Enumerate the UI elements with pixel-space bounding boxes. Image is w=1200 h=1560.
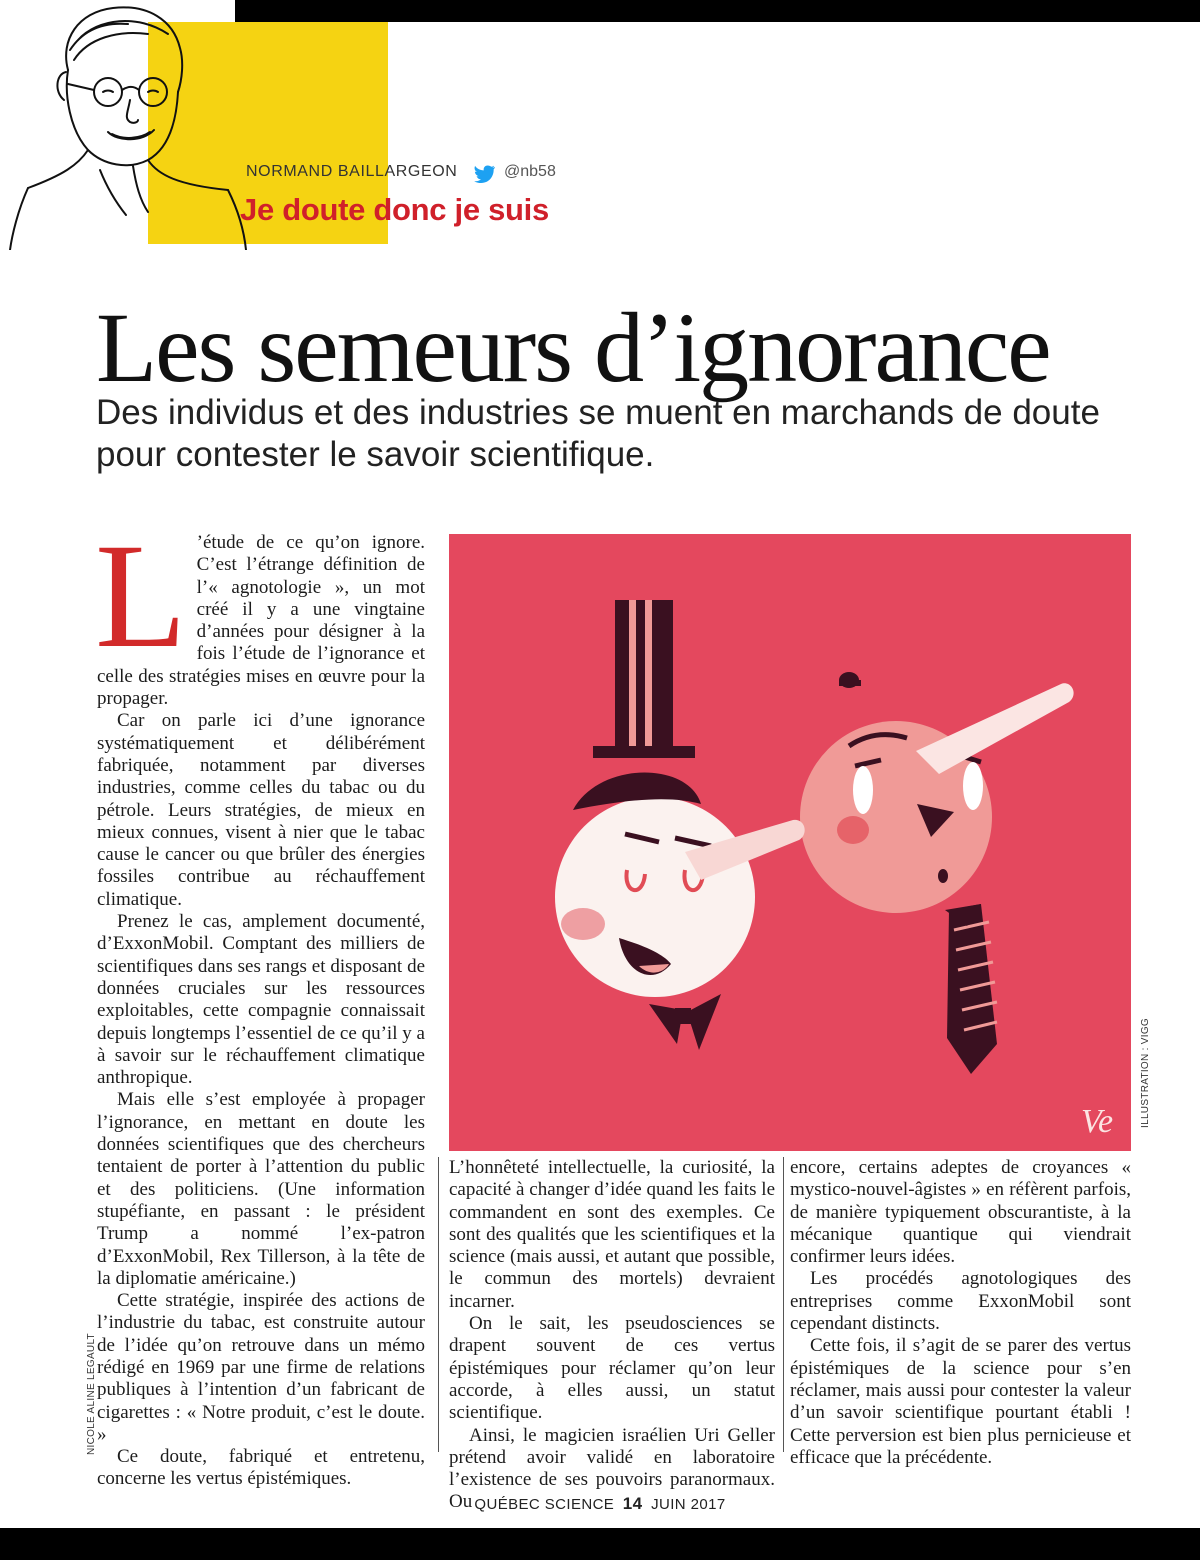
paragraph: Cette stratégie, inspirée des actions de l’industrie du tabac, est construite autour de l’idée qu’on retrouve dans un mémo rédigé en 1969 par une firme de relations publiques à l’intention d’un fabricant de cigarettes : « Notre produit, c’est le doute. »	[97, 1290, 425, 1445]
author-name: NORMAND BAILLARGEON	[246, 163, 458, 180]
article-column-1	[95, 513, 425, 1491]
paragraph: Ce doute, fabriqué et entretenu, concerne les vertus épistémiques.	[97, 1446, 425, 1490]
column-rule	[783, 1157, 784, 1452]
author-portrait-sketch	[8, 0, 248, 250]
magazine-name: QUÉBEC SCIENCE	[474, 1496, 615, 1513]
paragraph: Cette fois, il s’agit de se parer des vertus épistémiques de la science pour s’en réclamer, mais aussi pour contester la valeur d’un savoir scientifique pourtant établi ! Cette perversion est bien plus pernicieuse et efficace que la précédente.	[790, 1335, 1131, 1468]
bottom-black-bar	[0, 1528, 1200, 1560]
column-rule	[438, 1157, 439, 1452]
twitter-handle[interactable]: @nb58	[504, 163, 556, 180]
dropcap: L	[95, 513, 187, 679]
page-number: 14	[622, 1494, 643, 1513]
page-footer	[0, 1494, 1200, 1514]
column-name: Je doute donc je suis	[240, 192, 549, 227]
issue-date: JUIN 2017	[651, 1496, 726, 1513]
illustrator-signature: Ve	[1081, 1103, 1114, 1140]
article-dek: Des individus et des industries se muent en marchands de doute pour contester le savoir scientifique.	[96, 393, 1100, 474]
paragraph: On le sait, les pseudosciences se drapent souvent de ces vertus épistémiques pour réclamer qu’on leur accorde, à elles aussi, un statut scientifique.	[449, 1313, 775, 1424]
top-black-bar	[235, 0, 1200, 22]
paragraph: Car on parle ici d’une ignorance systématiquement et délibérément fabriquée, notamment par diverses industries, comme celles du tabac ou du pétrole. Leurs stratégies, de mieux en mieux connues, visent à nier que le tabac cause le cancer ou que brûler des énergies fossiles contribue au réchauffement climatique.	[97, 710, 425, 910]
paragraph: Ainsi, le magicien israélien Uri Geller prétend avoir validé en laboratoire l’existence de ses pouvoirs paranormaux. Ou	[449, 1424, 775, 1513]
article-column-3	[790, 1157, 1131, 1469]
paragraph: L’honnêteté intellectuelle, la curiosité, la capacité à changer d’idée quand les faits le commandent en sont des exemples. Ce sont des qualités que les scientifiques et la science (mais aussi, et autant que possible, le commun des mortels) devraient incarner.	[449, 1157, 775, 1312]
article-title: Les semeurs d’ignorance	[96, 292, 1050, 403]
paragraph: encore, certains adeptes de croyances « mystico-nouvel-âgistes » en réfèrent parfois, de manière typiquement obscurantiste, à la mécanique quantique qui viendrait confirmer leurs idées.	[790, 1157, 1131, 1268]
paragraph: Mais elle s’est employée à propager l’ignorance, en mettant en doute les données scientifiques que des chercheurs tentaient de porter à l’attention du public et des politiciens. (Une information stupéfiante, en passant : le président Trump a nommé l’ex-patron d’ExxonMobil, Rex Tillerson, à la tête de la diplomatie américaine.)	[97, 1089, 425, 1289]
paragraph: Les procédés agnotologiques des entreprises comme ExxonMobil sont cependant distincts.	[790, 1268, 1131, 1335]
paragraph: ’étude de ce qu’on ignore. C’est l’étrange définition de l’« agnotologie », un mot créé il y a une vingtaine d’années pour désigner à la fois l’étude de l’ignorance et celle des stratégies mises en œuvre pour la propager.	[97, 532, 425, 710]
illustration-two-figures	[449, 534, 1131, 1151]
portrait-credit: NICOLE ALINE LEGAULT	[86, 1333, 97, 1455]
paragraph: Prenez le cas, amplement documenté, d’ExxonMobil. Comptant des milliers de scientifiques dans ses rangs et disposant de données cruciales sur les ressources exploitables, cette compagnie connaissait depuis longtemps l’essentiel de ce qu’il y a à savoir sur le réchauffement climatique anthropique.	[97, 911, 425, 1089]
article-column-2	[449, 1157, 775, 1514]
twitter-bird-icon[interactable]	[474, 165, 496, 183]
illustration-credit: ILLUSTRATION : VIGG	[1140, 1018, 1151, 1128]
